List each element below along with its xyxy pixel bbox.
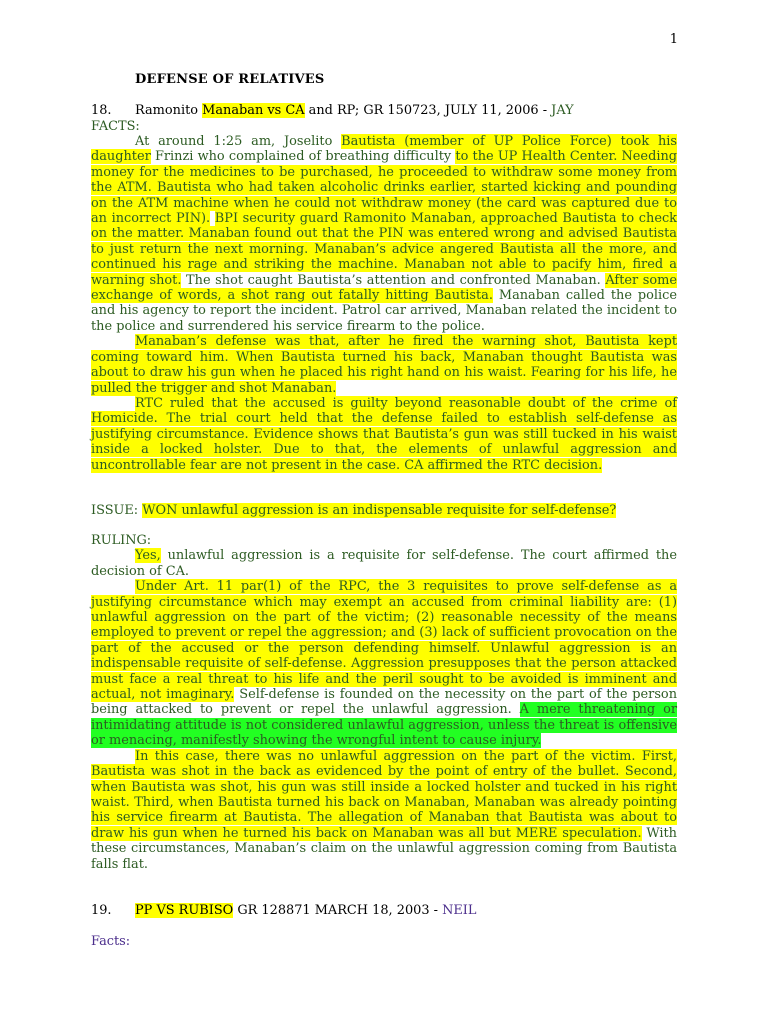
ruling-paragraph-1: [91, 548, 677, 579]
facts-label: FACTS:: [91, 119, 140, 134]
fact-segment: Frinzi who complained of breathing difficulty: [150, 149, 456, 165]
case-19-facts-label: Facts:: [91, 934, 131, 949]
case-title-highlight: Manaban vs CA: [202, 103, 305, 118]
issue-section: [91, 503, 677, 518]
case-19-title: [91, 903, 677, 918]
ruling-application-text: In this case, there was no unlawful aggression on the part of the victim. First, Bautista was shot in the back as evidenced by the point of entry of the bullet. Second, when Bautista was shot, his gun was still inside a locked holster and tucked in his right waist. Third, when Bautista turned his back on Manaban, Manaban was already pointing his service firearm at Bautista. The allegation of Manaban that Bautista was about to draw his gun when he turned his back on Manaban was all but MERE speculation.: [91, 748, 677, 841]
highlighted-fact-segment: After some exchange of words, a shot rang out fatally hitting Bautista.: [91, 272, 678, 304]
issue-label: ISSUE:: [91, 503, 143, 518]
highlighted-fact-segment: to the UP Health Center. Needing money for the medicines to be purchased, he proceeded to withdraw some money from the ATM. Bautista who had taken alcoholic drinks earlier, started kicking and pounding on the ATM machine when he could not withdraw money (the card was captured due to an incorrect PIN).: [91, 149, 677, 227]
facts-paragraph-3-text: RTC ruled that the accused is guilty beyond reasonable doubt of the crime of Homicide. The trial court held that the defense failed to establish self-defense as justifying circumstance. Evidence shows that Bautista’s gun was still tucked in his waist inside a locked holster. Due to that, the elements of unlawful aggression and uncontrollable fear are not present in the case. CA affirmed the RTC decision.: [91, 395, 677, 473]
facts-paragraph-3: [91, 396, 677, 473]
ruling-paragraph-1-text: unlawful aggression is a requisite for self-defense. The court affirmed the decision of CA.: [91, 548, 677, 579]
ruling-self-defense-text: Self-defense is founded on the necessity on the part of the person being attacked to prevent or repel the unlawful aggression.: [91, 687, 677, 718]
fact-segment: Manaban called the police and his agency to report the incident. Patrol car arrived, Manaban related the incident to the police and surrendered his service firearm to the police.: [91, 288, 678, 334]
case-number: 19.: [91, 903, 112, 918]
facts-body: [91, 134, 677, 473]
page-number: 1: [669, 32, 678, 47]
ruling-threat-text: A mere threatening or intimidating attitude is not considered unlawful aggression, unless the threat is offensive or menacing, manifestly showing the wrongful intent to cause injury.: [91, 702, 677, 749]
case-number: 18.: [91, 103, 112, 118]
ruling-paragraph-3: [91, 749, 677, 872]
case-title-prefix: Ramonito: [135, 103, 203, 118]
case-assignee: NEIL: [442, 903, 477, 918]
facts-paragraph-2-text: Manaban’s defense was that, after he fired the warning shot, Bautista kept coming toward him. When Bautista turned his back, Manaban thought Bautista was about to draw his gun when he placed his right hand on his waist. Fearing for his life, he pulled the trigger and shot Manaban.: [91, 334, 677, 396]
ruling-yes: Yes,: [135, 548, 161, 564]
ruling-label: RULING:: [91, 533, 152, 548]
case-title-highlight: PP VS RUBISO: [135, 903, 234, 918]
ruling-paragraph-2: [91, 579, 677, 748]
case-title-suffix: and RP; GR 150723, JULY 11, 2006 -: [304, 103, 552, 118]
fact-segment: At around 1:25 am, Joselito: [135, 134, 342, 149]
case-18-title: [91, 103, 677, 118]
highlighted-fact-segment: Bautista (member of UP Police Force) took his daughter: [91, 134, 677, 165]
facts-paragraph-1: [91, 134, 677, 334]
case-assignee: JAY: [551, 103, 574, 118]
ruling-conclusion-text: With these circumstances, Manaban’s claim on the unlawful aggression coming from Bautista falls flat.: [91, 825, 677, 872]
section-heading: DEFENSE OF RELATIVES: [135, 72, 325, 87]
ruling-section: [91, 533, 677, 872]
highlighted-fact-segment: BPI security guard Ramonito Manaban, approached Bautista to check on the matter. Manaban found out that the PIN was entered wrong and advised Bautista to just return the next morning. Manaban’s advice angered Bautista all the more, and continued his rage and striking the machine. Manaban not able to pacify him, fired a warning shot.: [91, 211, 677, 288]
issue-text: WON unlawful aggression is an indispensable requisite for self-defense?: [142, 503, 617, 518]
case-title-suffix: GR 128871 MARCH 18, 2003 -: [233, 903, 443, 918]
fact-segment: The shot caught Bautista’s attention and confronted Manaban.: [181, 272, 606, 288]
facts-paragraph-2: [91, 334, 677, 396]
ruling-requisites-text: Under Art. 11 par(1) of the RPC, the 3 requisites to prove self-defense as a justifying circumstance which may exempt an accused from criminal liability are: (1) unlawful aggression on the part of the victim; (2) reasonable necessity of the means employed to prevent or repel the aggression; and (3) lack of sufficient provocation on the part of the accused or the person defending himself. Unlawful aggression is an indispensable requisite of self-defense. Aggression presupposes that the person attacked must face a real threat to his life and the peril sought to be avoided is imminent and actual, not imaginary.: [91, 579, 677, 703]
